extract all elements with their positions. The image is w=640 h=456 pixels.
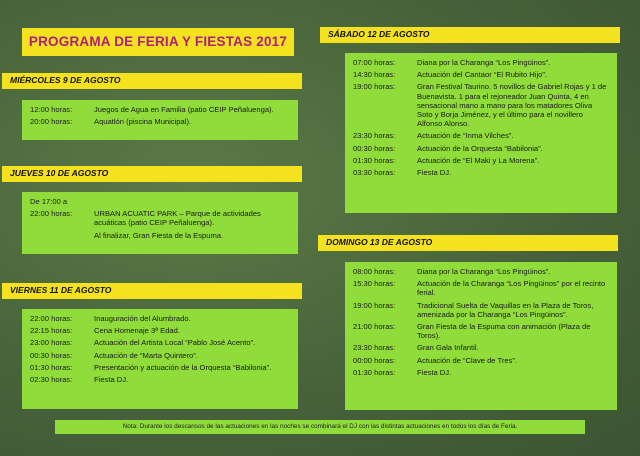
event-time: 03:30 horas: xyxy=(353,168,396,178)
event-description: Actuación del Artista Local “Pablo José Acento”. xyxy=(94,338,256,348)
event-description: Actuación de la Charanga “Los Pingüinos” por el recinto ferial. xyxy=(417,279,606,298)
event-time: 14:30 horas: xyxy=(353,70,396,80)
event-description: Diana por la Charanga “Los Pingüinos”. xyxy=(417,58,551,67)
event-row xyxy=(353,131,609,140)
event-description: Presentación y actuación de la Orquesta “Babilonia”. xyxy=(94,362,272,372)
event-row xyxy=(30,314,290,323)
day-header-viernes: VIERNES 11 DE AGOSTO xyxy=(2,283,302,299)
event-row xyxy=(353,279,609,297)
event-row xyxy=(30,117,290,126)
event-row xyxy=(353,156,609,165)
day-box-viernes xyxy=(22,309,298,409)
event-time: 19:00 horas: xyxy=(353,300,396,310)
event-description: Fiesta DJ. xyxy=(417,367,452,377)
event-time: 01:30 horas: xyxy=(30,362,73,372)
event-row xyxy=(353,301,609,319)
event-time: 01:30 horas: xyxy=(353,155,396,165)
event-time: 23:00 horas: xyxy=(30,338,73,348)
event-time: De 17:00 a xyxy=(30,197,68,206)
event-description: Diana por la Charanga “Los Pingüinos”. xyxy=(417,267,551,276)
event-description: Juegos de Agua en Familia (patio CEIP Peñaluenga). xyxy=(94,105,274,114)
footer-note: Nota: Durante los descansos de las actuaciones en las noches se combinará el DJ con las distintas actuaciones en todos los días de Feria. xyxy=(55,420,585,434)
event-row xyxy=(30,231,290,240)
event-row xyxy=(353,368,609,377)
event-time: 21:00 horas: xyxy=(353,322,396,332)
event-row xyxy=(353,82,609,128)
event-description: Actuación de la Orquesta “Babilonia”. xyxy=(417,143,543,153)
event-description: Fiesta DJ. xyxy=(417,168,452,178)
event-row xyxy=(353,267,609,276)
event-time: 23:30 horas: xyxy=(353,131,396,141)
event-time: 12:00 horas: xyxy=(30,105,73,114)
event-description: Gran Fiesta de la Espuma con animación (Plaza de Toros). xyxy=(417,322,591,341)
event-description: Actuación del Cantaor “El Rubito Hijo”. xyxy=(417,70,547,80)
event-time: 00:00 horas: xyxy=(353,355,396,365)
event-row xyxy=(30,197,290,206)
day-box-sabado xyxy=(345,53,617,213)
event-time: 01:30 horas: xyxy=(353,367,396,377)
event-row xyxy=(353,343,609,352)
event-row xyxy=(353,168,609,177)
event-time: 20:00 horas: xyxy=(30,117,73,127)
event-time: 07:00 horas: xyxy=(353,58,396,67)
event-description: Fiesta DJ. xyxy=(94,375,129,385)
day-header-sabado: SÁBADO 12 DE AGOSTO xyxy=(320,27,620,43)
event-row xyxy=(30,351,290,360)
day-box-jueves xyxy=(22,192,298,254)
event-description: Inauguración del Alumbrado. xyxy=(94,314,191,323)
event-row xyxy=(30,338,290,347)
event-row xyxy=(30,363,290,372)
event-row xyxy=(353,322,609,340)
day-box-domingo xyxy=(345,262,617,410)
event-time: 02:30 horas: xyxy=(30,375,73,385)
event-row xyxy=(30,105,290,114)
event-description: Actuación de “Clave de Tres”. xyxy=(417,355,518,365)
event-time: 15:30 horas: xyxy=(353,279,396,289)
event-time: 23:30 horas: xyxy=(353,343,396,353)
event-time: 22:00 horas: xyxy=(30,209,73,219)
event-description: Aquatlón (piscina Municipal). xyxy=(94,117,192,127)
event-time: 00:30 horas: xyxy=(353,143,396,153)
event-row xyxy=(353,70,609,79)
event-row xyxy=(30,326,290,335)
event-description: Actuación de “El Maki y La Morena”. xyxy=(417,155,540,165)
event-description: URBAN ACUATIC PARK – Parque de actividades acuáticas (patio CEIP Peñaluenga). xyxy=(94,209,261,228)
event-time xyxy=(30,231,94,240)
event-description: Actuación de “Inma Vilches”. xyxy=(417,131,514,141)
event-description: Actuación de “Marta Quintero”. xyxy=(94,350,198,360)
event-row xyxy=(353,356,609,365)
event-row xyxy=(30,375,290,384)
event-description: Cena Homenaje 3ª Edad. xyxy=(94,326,180,336)
day-header-jueves: JUEVES 10 DE AGOSTO xyxy=(2,166,302,182)
event-description: Gran Festival Taurino. 5 novillos de Gabriel Rojas y 1 de Buenavista. 1 para el rejoneador Juan Quinta, 4 en sensacional mano a mano para los matadores Oliva Soto y Borja Jiménez, y el último para el novillero Alfonso Alonso. xyxy=(417,82,607,129)
day-header-miercoles: MIÉRCOLES 9 DE AGOSTO xyxy=(2,73,302,89)
event-time: 22:00 horas: xyxy=(30,314,73,323)
day-box-miercoles xyxy=(22,100,298,140)
event-time: 00:30 horas: xyxy=(30,350,73,360)
event-description: Tradicional Suelta de Vaquillas en la Plaza de Toros, amenizada por la Charanga “Los Pingüinos”. xyxy=(417,300,594,319)
event-description: Al finalizar, Gran Fiesta de la Espuma. xyxy=(94,230,224,240)
event-description xyxy=(94,197,290,206)
event-time: 22:15 horas: xyxy=(30,326,73,336)
day-header-domingo: DOMINGO 13 DE AGOSTO xyxy=(318,235,618,251)
event-row xyxy=(30,209,290,227)
event-row xyxy=(353,144,609,153)
page-title: PROGRAMA DE FERIA Y FIESTAS 2017 xyxy=(22,28,294,56)
event-row xyxy=(353,58,609,67)
event-description: Gran Gala Infantil. xyxy=(417,343,479,353)
event-time: 19:00 horas: xyxy=(353,82,396,92)
event-time: 08:00 horas: xyxy=(353,267,396,276)
